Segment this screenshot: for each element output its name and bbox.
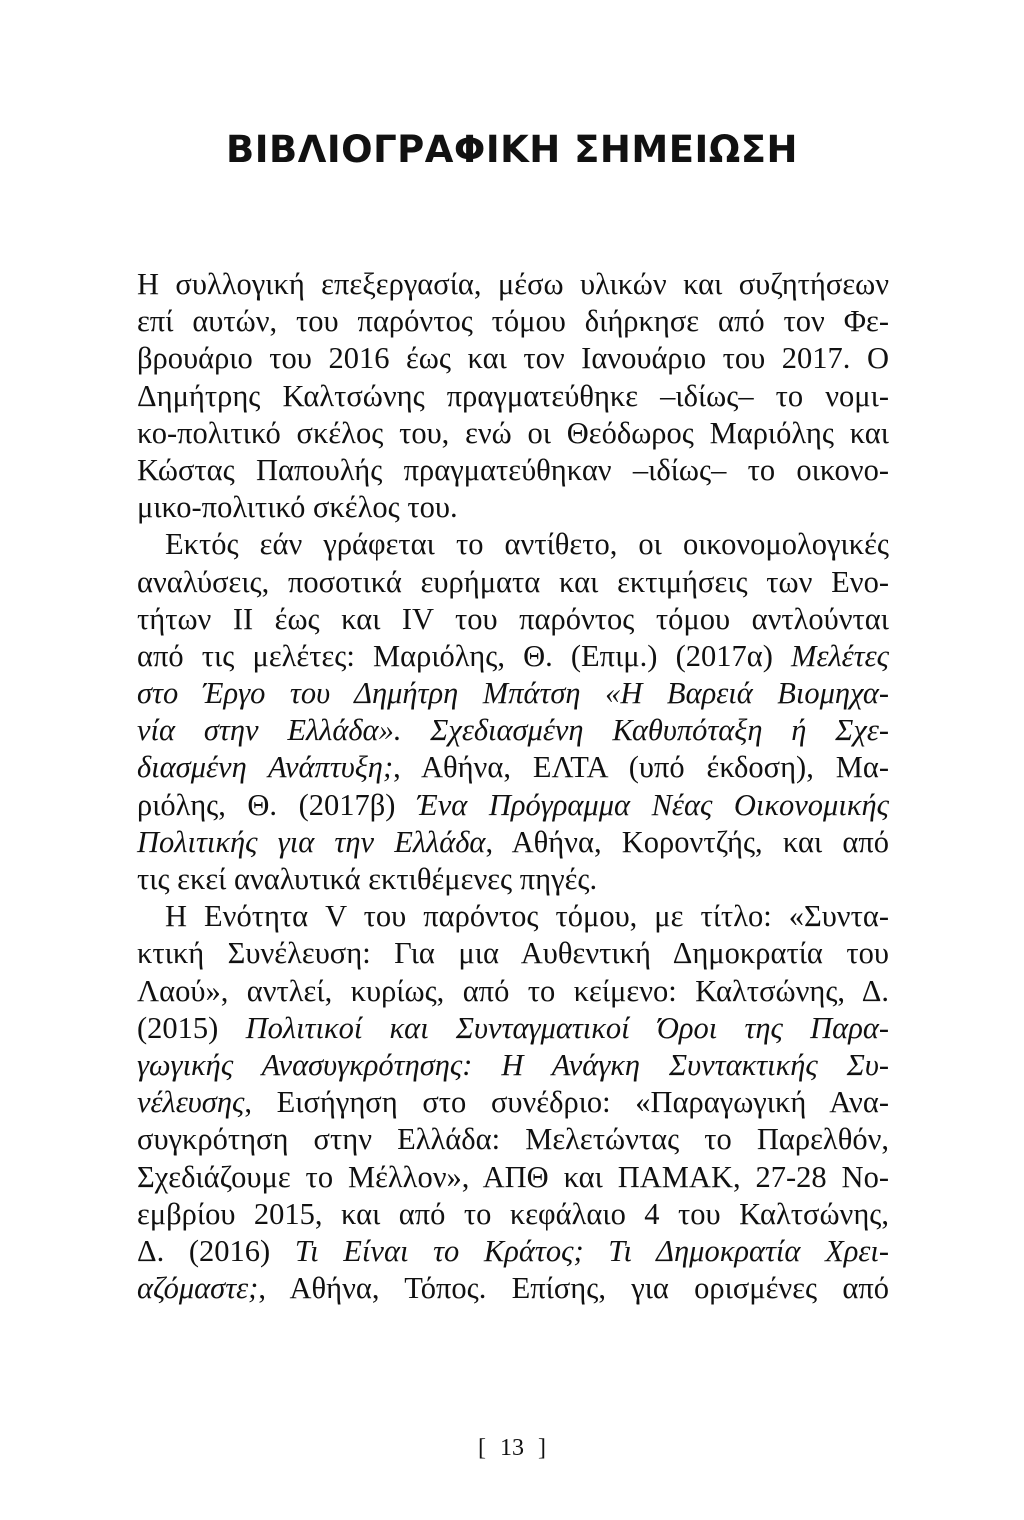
text-line: συγκρότηση στην Ελλάδα: Μελετώντας το Παρελθόν, — [137, 1122, 889, 1157]
title-fragment: στο Έργο του Δημήτρη Μπάτση «Η Βαρειά Βιομηχα- — [137, 676, 889, 711]
text-fragment: , Εισήγηση στο συνέδριο: «Παραγωγική Ανα- — [244, 1085, 889, 1120]
text-fragment: Δ. (2016) — [137, 1233, 295, 1268]
title-fragment: Πολιτικοί και Συνταγματικοί Όροι της Παρα- — [245, 1010, 889, 1045]
text-line: τις εκεί αναλυτικά εκτιθέμενες πηγές. — [137, 862, 598, 896]
bracket-open: [ — [478, 1435, 486, 1461]
text-line: Δημήτρης Καλτσώνης πραγματεύθηκε –ιδίως– το νομι- — [137, 378, 889, 413]
page-heading: ΒΙΒΛΙΟΓΡΑΦΙΚΗ ΣΗΜΕΙΩΣΗ — [226, 128, 798, 171]
text-fragment: , Αθήνα, ΕΛΤΑ (υπό έκδοση), Μα- — [393, 750, 889, 785]
text-line: τήτων ΙΙ έως και IV του παρόντος τόμου αντλούνται — [137, 601, 889, 636]
text-line: μικο-πολιτικό σκέλος του. — [137, 490, 458, 525]
text-line: βρουάριο του 2016 έως και τον Ιανουάριο του 2017. Ο — [137, 341, 889, 376]
title-fragment: γωγικής Ανασυγκρότησης: Η Ανάγκη Συντακτικής Συ- — [137, 1047, 889, 1082]
text-line: εμβρίου 2015, και από το κεφάλαιο 4 του Καλτσώνης, — [137, 1196, 889, 1231]
title-fragment: διασμένη Ανάπτυξη; — [137, 750, 394, 785]
text-line — [137, 1010, 889, 1047]
text-fragment: , Αθήνα, Κοροντζής, και από — [485, 824, 889, 859]
text-line — [137, 712, 889, 749]
title-fragment: νέλευσης — [137, 1085, 245, 1120]
text-line: κο-πολιτικό σκέλος του, ενώ οι Θεόδωρος Μαριόλης και — [137, 415, 889, 450]
text-line: Εκτός εάν γράφεται το αντίθετο, οι οικονομολογικές — [165, 527, 889, 562]
text-line — [137, 1084, 889, 1121]
text-line: Σχεδιάζουμε το Μέλλον», ΑΠΘ και ΠΑΜΑΚ, 27-28 Νο- — [137, 1159, 889, 1194]
text-fragment: ριόλης, Θ. (2017β) — [137, 787, 417, 822]
title-fragment: αζόμαστε; — [137, 1271, 259, 1306]
text-line — [137, 1233, 889, 1270]
text-line: Λαού», αντλεί, κυρίως, από το κείμενο: Καλτσώνης, Δ. — [137, 973, 889, 1008]
body-text — [137, 266, 889, 1307]
text-line — [137, 675, 889, 712]
title-fragment: Ένα Πρόγραμμα Νέας Οικονομικής — [417, 787, 889, 822]
title-fragment: νία στην Ελλάδα». Σχεδιασμένη Καθυπόταξη ή Σχε- — [137, 713, 889, 748]
text-line — [137, 787, 889, 824]
bracket-close: ] — [538, 1435, 546, 1461]
text-line: Η Ενότητα V του παρόντος τόμου, με τίτλο: «Συντα- — [165, 899, 889, 934]
text-line: κτική Συνέλευση: Για μια Αυθεντική Δημοκρατία του — [137, 936, 889, 971]
text-line — [137, 1047, 889, 1084]
text-line — [137, 1270, 889, 1307]
text-line — [137, 638, 889, 675]
text-line: Κώστας Παπουλής πραγματεύθηκαν –ιδίως– το οικονο- — [137, 452, 889, 487]
text-line — [137, 824, 889, 861]
text-fragment: από τις μελέτες: Μαριόλης, Θ. (Επιμ.) (2017α) — [137, 638, 792, 673]
title-fragment: Πολιτικής για την Ελλάδα — [137, 824, 486, 859]
text-line: Η συλλογική επεξεργασία, μέσω υλικών και συζητήσεων — [137, 267, 889, 301]
text-line — [137, 749, 889, 786]
text-line: επί αυτών, του παρόντος τόμου διήρκησε από τον Φε- — [137, 304, 889, 339]
title-fragment: Τι Είναι το Κράτος; Τι Δημοκρατία Χρει- — [294, 1233, 890, 1268]
text-line: αναλύσεις, ποσοτικά ευρήματα και εκτιμήσεις των Ενο- — [137, 564, 889, 599]
page-number-footer — [0, 1435, 1024, 1462]
title-fragment: Μελέτες — [791, 638, 889, 673]
text-fragment: (2015) — [137, 1010, 246, 1045]
text-fragment: , Αθήνα, Τόπος. Επίσης, για ορισμένες από — [258, 1271, 889, 1306]
page-number: 13 — [500, 1435, 524, 1461]
